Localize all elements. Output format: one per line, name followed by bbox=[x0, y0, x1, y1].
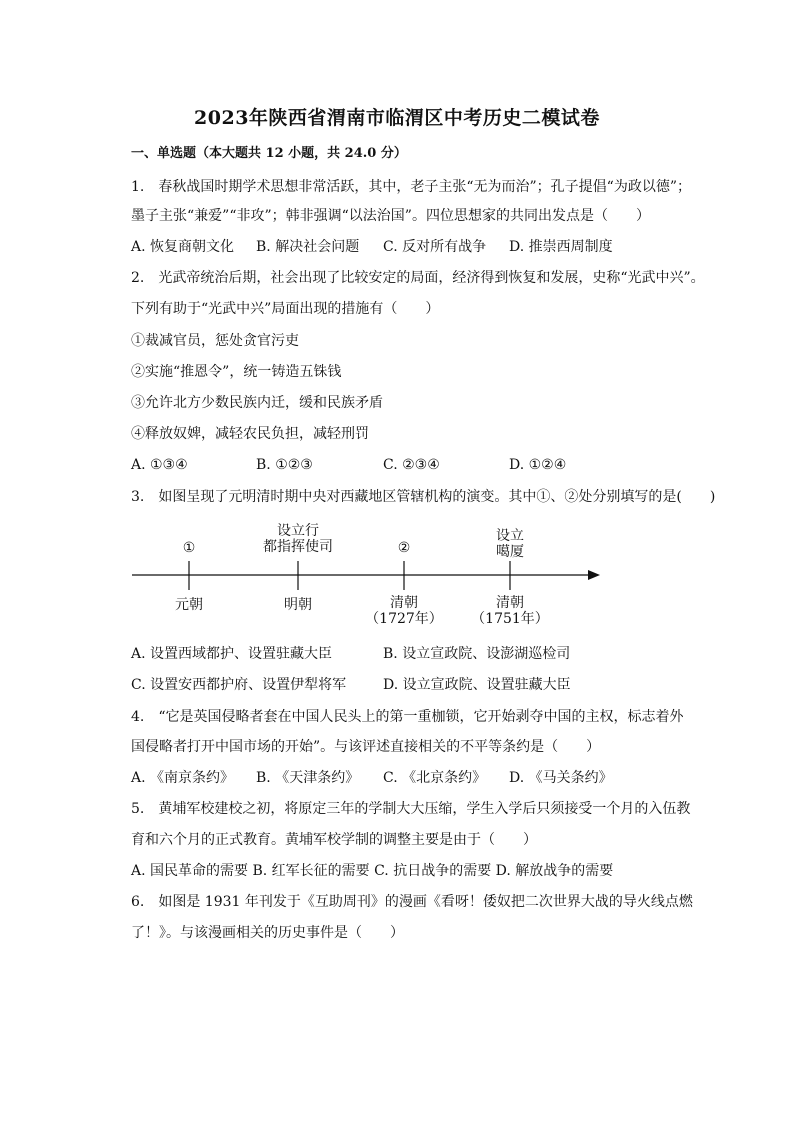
q2-line1: 2. 光武帝统治后期，社会出现了比较安定的局面，经济得到恢复和发展，史称“光武中兴”。 bbox=[131, 270, 705, 286]
timeline-below-3: 清朝 （1727年） bbox=[365, 595, 443, 627]
q5-line1: 5. 黄埔军校建校之初，将原定三年的学制大大压缩，学生入学后只须接受一个月的入伍教 bbox=[131, 801, 691, 817]
section-heading: 一、单选题（本大题共 12 小题，共 24.0 分） bbox=[131, 146, 407, 161]
page-title: 2023年陕西省渭南市临渭区中考历史二模试卷 bbox=[194, 107, 600, 129]
timeline-above-3: ② bbox=[397, 540, 411, 556]
q2-option-b: B. ①②③ bbox=[256, 457, 313, 473]
q2-option-a: A. ①③④ bbox=[131, 457, 188, 473]
q3-line1: 3. 如图呈现了元明清时期中央对西藏地区管辖机构的演变。其中①、②处分别填写的是( ) bbox=[131, 489, 716, 505]
q5-options: A. 国民革命的需要 B. 红军长征的需要 C. 抗日战争的需要 D. 解放战争的需要 bbox=[131, 863, 614, 879]
q3-option-d: D. 设立宣政院、设置驻藏大臣 bbox=[383, 677, 571, 693]
q1-option-c: C. 反对所有战争 bbox=[383, 239, 487, 255]
timeline-below-4: 清朝 （1751年） bbox=[471, 595, 549, 627]
q4-line1: 4. “它是英国侵略者套在中国人民头上的第一重枷锁，它开始剥夺中国的主权，标志着外 bbox=[131, 709, 684, 725]
q4-option-d: D. 《马关条约》 bbox=[509, 770, 613, 786]
q6-line2: 了！》。与该漫画相关的历史事件是（ ） bbox=[131, 925, 404, 941]
q4-option-c: C. 《北京条约》 bbox=[383, 770, 487, 786]
q2-item-1: ①裁减官员，惩处贪官污吏 bbox=[131, 333, 299, 349]
q6-line1: 6. 如图是 1931 年刊发于《互助周刊》的漫画《看呀！倭奴把二次世界大战的导火线点燃 bbox=[131, 894, 693, 910]
timeline-below-2: 明朝 bbox=[284, 597, 312, 613]
timeline-above-4: 设立 噶厦 bbox=[496, 528, 524, 560]
q4-line2: 国侵略者打开中国市场的开始”。与该评述直接相关的不平等条约是（ ） bbox=[131, 739, 601, 755]
timeline-arrowhead bbox=[588, 570, 600, 580]
q3-option-b: B. 设立宣政院、设澎湖巡检司 bbox=[383, 646, 571, 662]
q2-item-3: ③允许北方少数民族内迁，缓和民族矛盾 bbox=[131, 395, 383, 411]
q4-option-a: A. 《南京条约》 bbox=[131, 770, 235, 786]
q1-option-b: B. 解决社会问题 bbox=[256, 239, 360, 255]
q2-item-2: ②实施“推恩令”，统一铸造五铢钱 bbox=[131, 364, 342, 380]
q3-option-c: C. 设置安西都护府、设置伊犁将军 bbox=[131, 677, 347, 693]
tibet-timeline-diagram bbox=[130, 518, 610, 633]
q4-option-b: B. 《天津条约》 bbox=[256, 770, 360, 786]
timeline-above-1: ① bbox=[182, 540, 196, 556]
q2-item-4: ④释放奴婢，减轻农民负担，减轻刑罚 bbox=[131, 426, 369, 442]
q5-line2: 育和六个月的正式教育。黄埔军校学制的调整主要是由于（ ） bbox=[131, 832, 537, 848]
q2-option-c: C. ②③④ bbox=[383, 457, 440, 473]
timeline-below-1: 元朝 bbox=[175, 597, 203, 613]
q3-option-a: A. 设置西域都护、设置驻藏大臣 bbox=[131, 646, 333, 662]
q2-option-d: D. ①②④ bbox=[509, 457, 567, 473]
q1-line1: 1. 春秋战国时期学术思想非常活跃，其中，老子主张“无为而治”；孔子提倡“为政以德”； bbox=[131, 179, 691, 195]
timeline-above-2: 设立行 都指挥使司 bbox=[263, 523, 333, 555]
q1-option-a: A. 恢复商朝文化 bbox=[131, 239, 235, 255]
q1-option-d: D. 推崇西周制度 bbox=[509, 239, 613, 255]
q1-line2: 墨子主张“兼爱”“非攻”；韩非强调“以法治国”。四位思想家的共同出发点是（ ） bbox=[131, 208, 650, 224]
q2-line2: 下列有助于“光武中兴”局面出现的措施有（ ） bbox=[131, 301, 440, 317]
